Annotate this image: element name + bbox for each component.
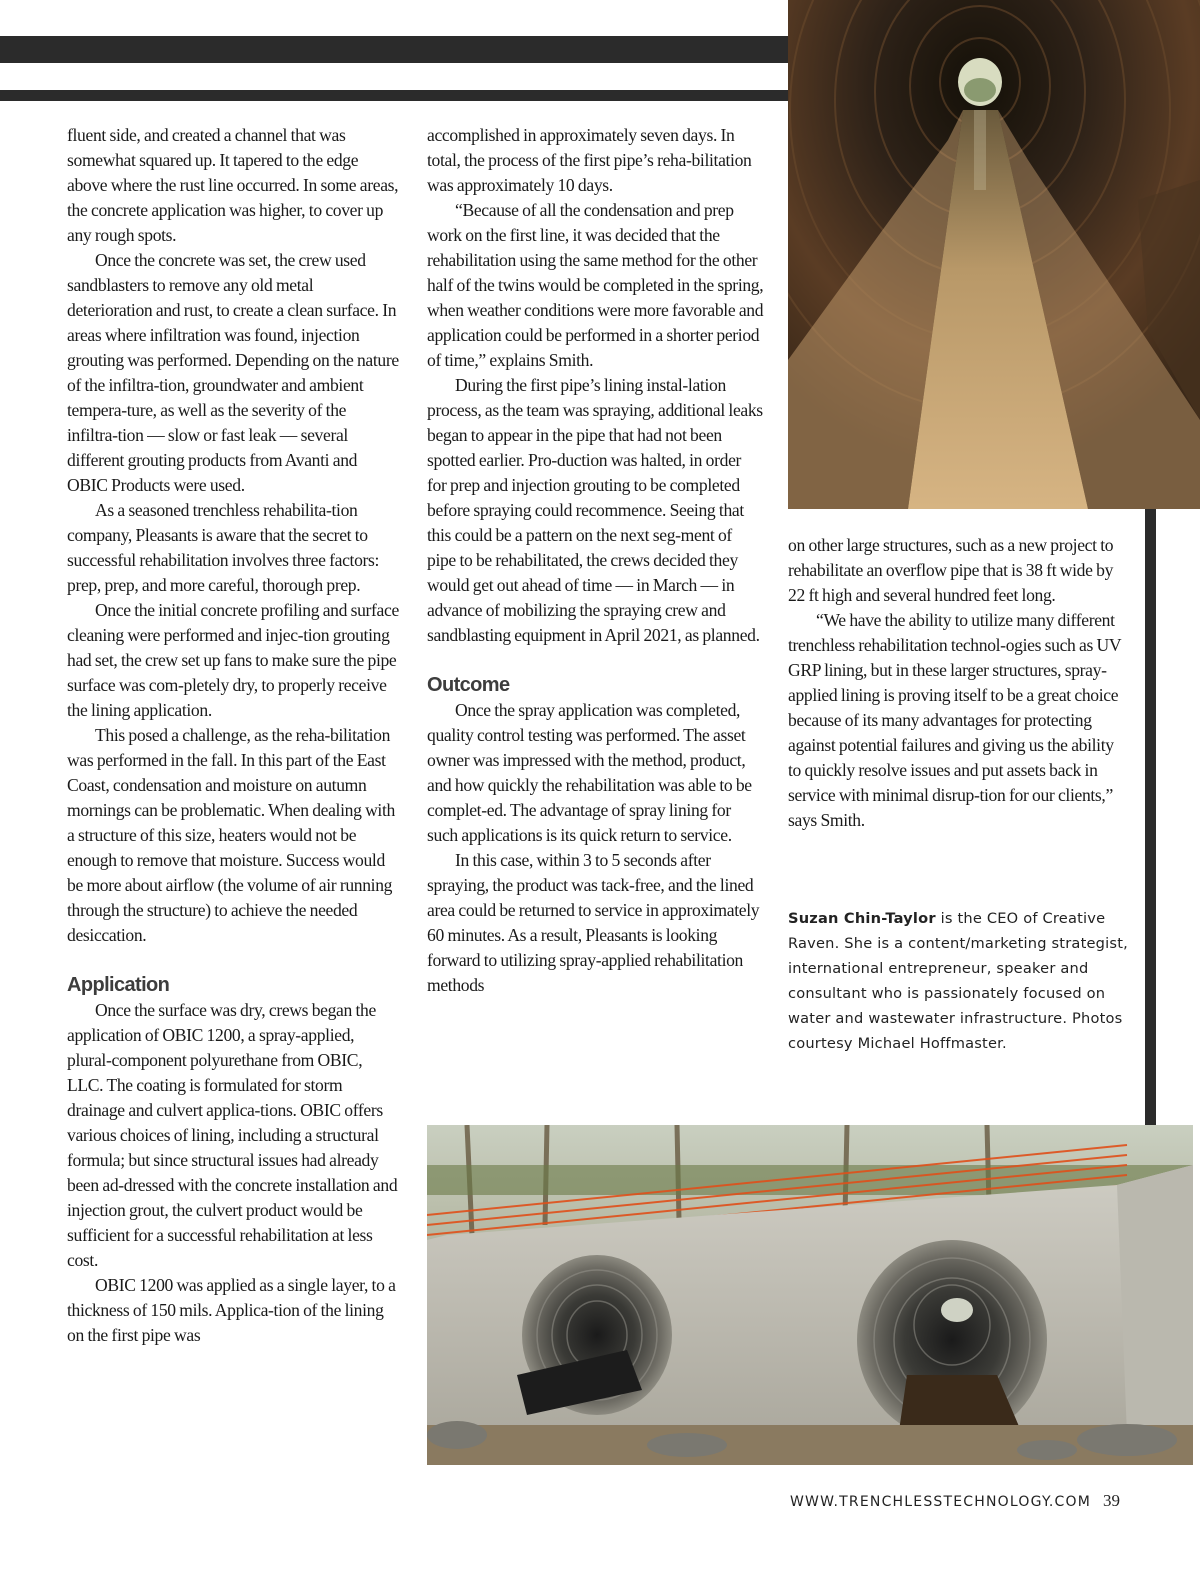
paragraph: In this case, within 3 to 5 seconds after spraying, the product was tack-free, and the lined area could be returned to service in approximately 60 minutes. As a result, Pleasants is looking forward to utilizing spray-applied rehabilitation methods <box>427 850 760 995</box>
author-description: is the CEO of Creative Raven. She is a content/marketing strategist, international entrepreneur, speaker and consultant who is passionately focused on water and wastewater infrastructure. Photos courtesy Michael Hoffmaster. <box>788 910 1128 1052</box>
section-heading-application: Application <box>67 974 170 996</box>
column-2 <box>427 123 764 998</box>
paragraph: Once the concrete was set, the crew used sandblasters to remove any old metal deterioration and rust, to create a clean surface. In areas where infiltration was found, injection grouting was performed. Depending on the nature of the infiltra-tion, groundwater and ambient tempera-ture, as well as the severity of the infiltra-tion — slow or fast leak — several different grouting products from Avanti and OBIC Products were used. <box>67 250 399 495</box>
twin-culvert-photo <box>427 1125 1193 1465</box>
paragraph: fluent side, and created a channel that was somewhat squared up. It tapered to the edge above where the rust line occurred. In some areas, the concrete application was higher, to cover up any rough spots. <box>67 125 399 245</box>
header-bar-bottom <box>0 90 788 101</box>
column-1 <box>67 123 400 1348</box>
column-3 <box>788 533 1123 833</box>
section-heading-outcome: Outcome <box>427 674 510 696</box>
author-bio <box>788 906 1128 1056</box>
author-name: Suzan Chin-Taylor <box>788 910 936 927</box>
paragraph: accomplished in approximately seven days. In total, the process of the first pipe’s reha-bilitation was approximately 10 days. <box>427 125 752 195</box>
paragraph: Once the initial concrete profiling and surface cleaning were performed and injec-tion grouting had set, the crew set up fans to make sure the pipe surface was com-pletely dry, to properly receive the lining application. <box>67 600 399 720</box>
paragraph: Once the spray application was completed, quality control testing was performed. The asset owner was impressed with the method, product, and how quickly the rehabilitation was able to be complet-ed. The advantage of spray lining for such applications is its quick return to service. <box>427 700 752 845</box>
paragraph: This posed a challenge, as the reha-bilitation was performed in the fall. In this part of the East Coast, condensation and moisture on autumn mornings can be problematic. When dealing with a structure of this size, heaters would not be enough to remove that moisture. Success would be more about airflow (the volume of air running through the structure) to achieve the needed desiccation. <box>67 725 395 945</box>
paragraph: During the first pipe’s lining instal-lation process, as the team was spraying, additional leaks began to appear in the pipe that had not been spotted earlier. Pro-duction was halted, in order for prep and injection grouting to be completed before spraying could recommence. Seeing that this could be a pattern on the next seg-ment of pipe to be rehabilitated, the crews decided they would get out ahead of time — in March — in advance of mobilizing the spraying crew and sandblasting equipment in April 2021, as planned. <box>427 375 763 645</box>
header-bar-top <box>0 36 788 63</box>
side-accent-bar <box>1145 508 1156 1128</box>
paragraph: Once the surface was dry, crews began the application of OBIC 1200, a spray-applied, plural-component polyurethane from OBIC, LLC. The coating is formulated for storm drainage and culvert applica-tions. OBIC offers various choices of lining, including a structural formula; but since structural issues had already been ad-dressed with the concrete installation and injection grout, the culvert product would be sufficient for a successful rehabilitation at less cost. <box>67 1000 398 1270</box>
paragraph: “Because of all the condensation and prep work on the first line, it was decided that the rehabilitation using the same method for the other half of the twins would be completed in the spring, when weather conditions were more favorable and application could be performed in a shorter period of time,” explains Smith. <box>427 200 764 370</box>
paragraph: on other large structures, such as a new project to rehabilitate an overflow pipe that is 38 ft wide by 22 ft high and several hundred feet long. <box>788 535 1114 605</box>
paragraph: “We have the ability to utilize many different trenchless rehabilitation technol-ogies such as UV GRP lining, but in these larger structures, spray-applied lining is proving itself to be a great choice because of its many advantages for protecting against potential failures and giving us the ability to quickly resolve issues and put assets back in service with minimal disrup-tion for our clients,” says Smith. <box>788 610 1121 830</box>
page-number: 39 <box>1103 1491 1120 1510</box>
footer-website: WWW.TRENCHLESSTECHNOLOGY.COM <box>790 1494 1091 1510</box>
culvert-interior-photo <box>788 0 1200 509</box>
paragraph: As a seasoned trenchless rehabilita-tion company, Pleasants is aware that the secret to successful rehabilitation involves three factors: prep, prep, and more careful, thorough prep. <box>67 500 380 595</box>
paragraph: OBIC 1200 was applied as a single layer, to a thickness of 150 mils. Applica-tion of the lining on the first pipe was <box>67 1275 396 1345</box>
